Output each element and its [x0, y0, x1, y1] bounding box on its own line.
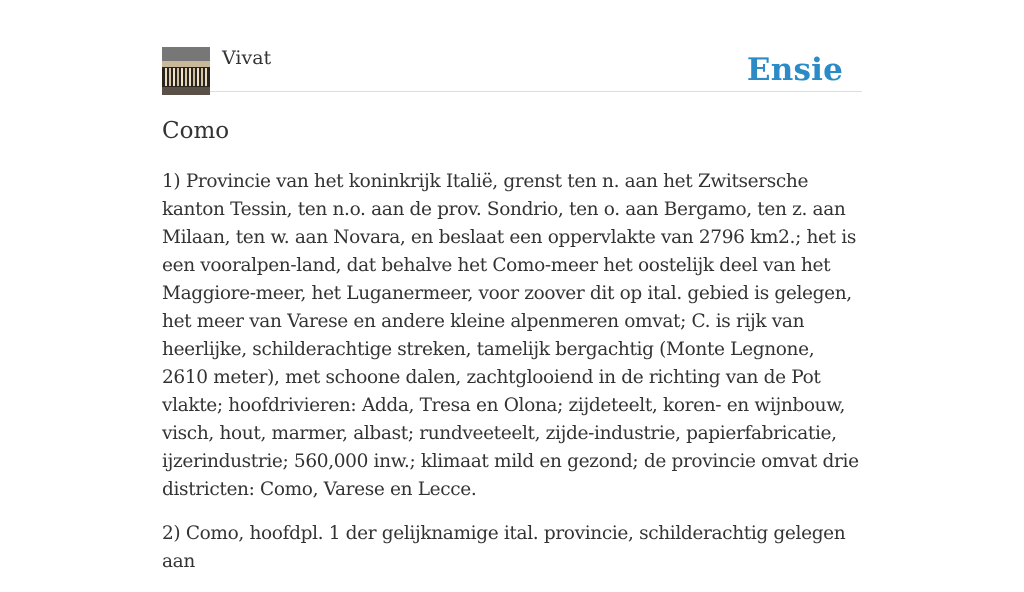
paragraph: 1) Provincie van het koninkrijk Italië, grenst ten n. aan het Zwitsersche kanton Tessin, ten n.o. aan de prov. Sondrio, ten o. aan Bergamo, ten z. aan Milaan, ten w. aan Novara, en beslaat een oppervlakte van 2796 km2.; het is een vooralpen-land, dat behalve het Como-meer het oostelijk deel van het Maggiore-meer, het Luganermeer, voor zoover dit op ital. gebied is gelegen, het meer van Varese en andere kleine alpenmeren omvat; C. is rijk van heerlijke, schilderachtige streken, tamelijk bergachtig (Monte Legnone, 2610 meter), met schoone dalen, zachtglooiend in de richting van de Pot vlakte; hoofdrivieren: Adda, Tresa en Olona; zijdeteelt, koren- en wijnbouw, visch, hout, marmer, albast; rundveeteelt, zijde-industrie, papierfabricatie, ijzerindustrie; 560,000 inw.; klimaat mild en gezond; de provincie omvat drie districten: Como, Varese en Lecce. [162, 171, 859, 500]
brand-logo[interactable]: Ensie [746, 52, 843, 88]
article-body [162, 168, 862, 592]
books-avatar-icon[interactable] [162, 47, 210, 95]
avatar-image [162, 47, 210, 95]
header [162, 0, 862, 92]
paragraph: 2) Como, hoofdpl. 1 der gelijknamige ital. provincie, schilderachtig gelegen aan [162, 523, 846, 572]
article-title: Como [162, 118, 230, 144]
source-name[interactable]: Vivat [222, 47, 272, 69]
page [162, 0, 862, 572]
